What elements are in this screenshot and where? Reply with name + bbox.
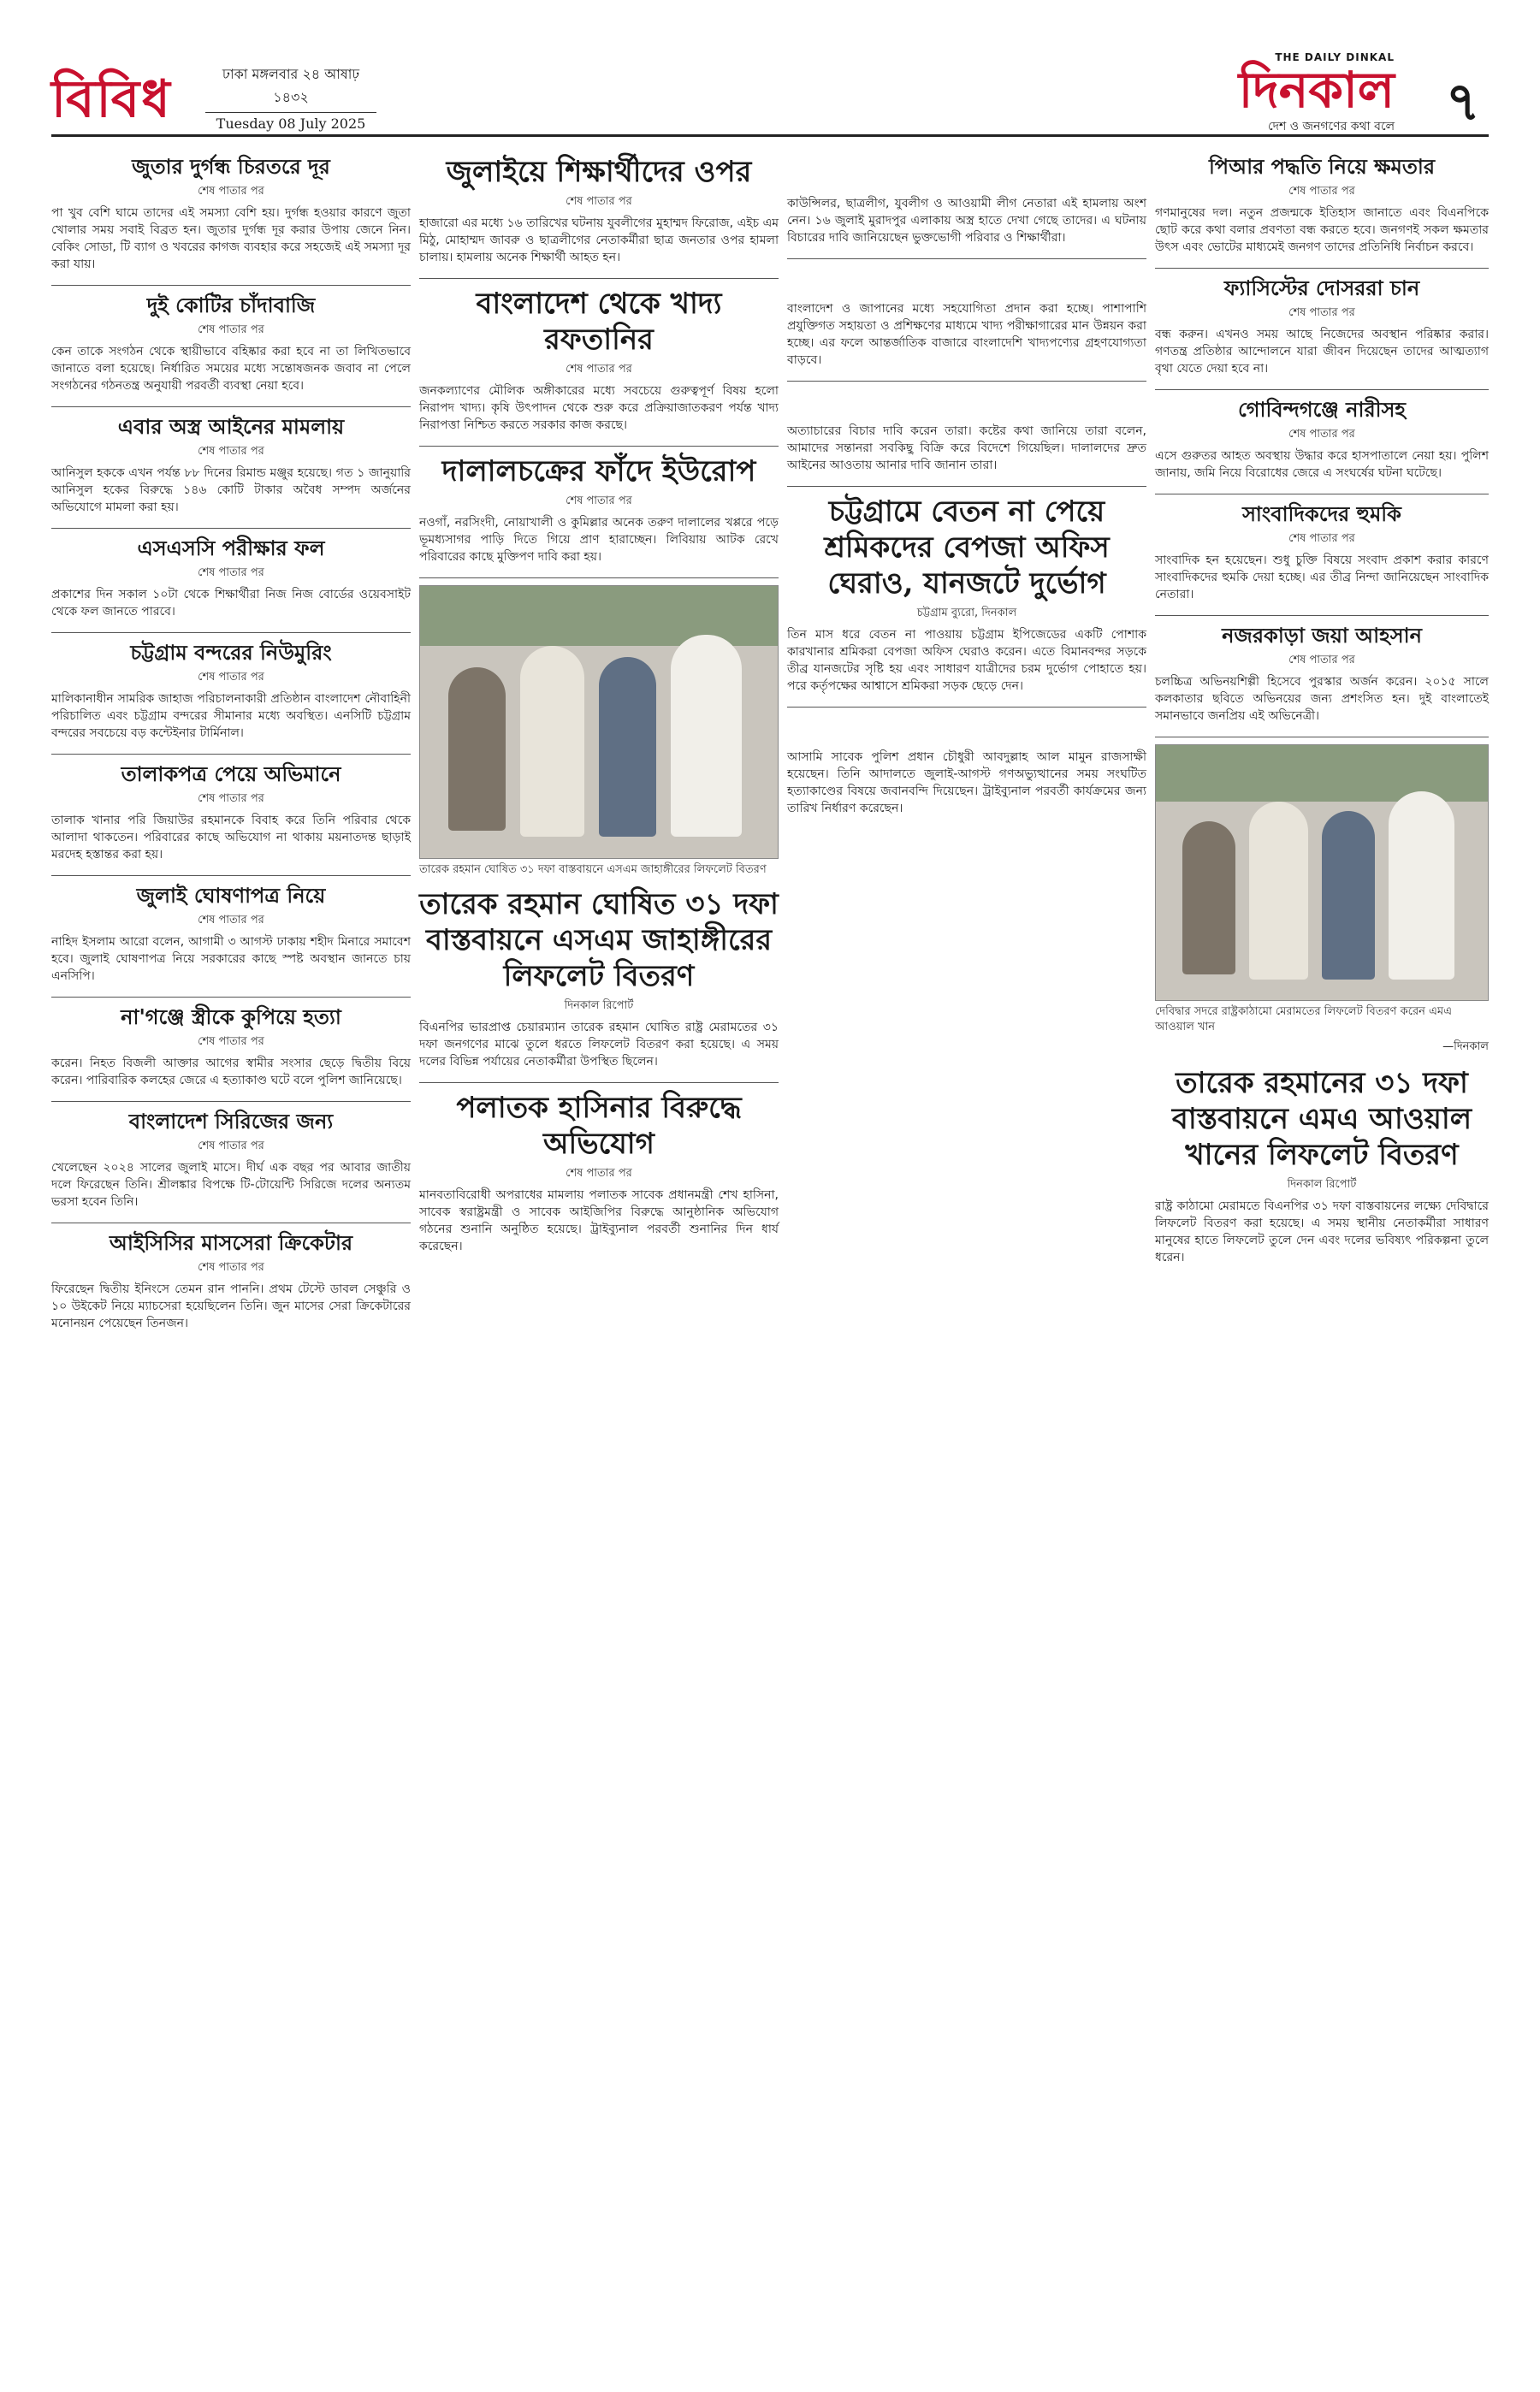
byline: শেষ পাতার পর	[198, 1035, 264, 1048]
story-body: সাংবাদিক হন হয়েছেন। শুধু চুক্তি বিষয়ে সংবাদ প্রকাশ করার কারণে সাংবাদিকদের হুমকি দেয়া হচ্ছে। এর তীব্র নিন্দা জানিয়েছেন সাংবাদিক নেতারা।	[1155, 554, 1489, 601]
story	[51, 883, 411, 985]
divider	[51, 528, 411, 529]
byline: শেষ পাতার পর	[566, 363, 632, 376]
headline: ফ্যাসিস্টের দোসররা চান	[1223, 275, 1420, 300]
byline: দিনকাল রিপোর্ট	[564, 999, 634, 1012]
headline: এসএসসি পরীক্ষার ফল	[137, 536, 325, 560]
story-body: আসামি সাবেক পুলিশ প্রধান চৌধুরী আবদুল্লাহ আল মামুন রাজসাক্ষী হয়েছেন। তিনি আদালতে জুলাই-আগস্ট গণঅভ্যুত্থানের সময় সংঘটিত হত্যাকাণ্ডের বিষয়ে জবানবন্দি দিয়েছেন। ট্রাইব্যুনাল পরবর্তী কার্যক্রমের জন্য তারিখ নির্ধারণ করেছেন।	[787, 750, 1146, 815]
story	[51, 154, 411, 273]
column-1	[51, 154, 411, 1344]
date-bangla: ঢাকা মঙ্গলবার ২৪ আষাঢ় ১৪৩২	[205, 63, 376, 113]
brand-logo	[1239, 51, 1395, 137]
story	[1155, 154, 1489, 256]
divider	[1155, 268, 1489, 269]
story	[51, 1109, 411, 1211]
byline: শেষ পাতার পর	[198, 914, 264, 927]
story-body: বন্ধ করুন। এখনও সময় আছে নিজেদের অবস্থান পরিষ্কার করার। গণতন্ত্র প্রতিষ্ঠার আন্দোলনে যারা জীবন দিয়েছেন তাদের আত্মত্যাগ বৃথা যেতে দেয়া হবে না।	[1155, 328, 1489, 376]
story	[787, 494, 1146, 695]
byline: শেষ পাতার পর	[1288, 654, 1355, 666]
story-body: তালাক খানার পরি জিয়াউর রহমানকে বিবাহ করে তিনি পরিবার থেকে আলাদা থাকতেন। পরিবারের কাছে অভিযোগ না থাকায় ময়নাতদন্ত ছাড়াই মরদেহ হস্তান্তর করা হয়।	[51, 814, 411, 861]
headline: তারেক রহমানের ৩১ দফা বাস্তবায়নে এমএ আওয়াল খানের লিফলেট বিতরণ	[1171, 1066, 1472, 1172]
byline: দিনকাল রিপোর্ট	[1287, 1178, 1357, 1191]
headline: জুলাইয়ে শিক্ষার্থীদের ওপর	[446, 155, 752, 189]
story-body: চলচ্চিত্র অভিনয়শিল্পী হিসেবে পুরস্কার অর্জন করেন। ২০১৫ সালে কলকাতার ছবিতে অভিনয়ের জন্য প্রশংসিত হন। দুই বাংলাতেই সমানভাবে জনপ্রিয় এই অভিনেত্রী।	[1155, 675, 1489, 723]
divider	[51, 754, 411, 755]
news-photo	[1155, 744, 1489, 1001]
divider	[51, 406, 411, 407]
story-body: করেন। নিহত বিজলী আক্তার আগের স্বামীর সংসার ছেড়ে দ্বিতীয় বিয়ে করেন। পারিবারিক কলহের জেরে এ হত্যাকাণ্ড ঘটে বলে পুলিশ জানিয়েছে।	[51, 1057, 411, 1087]
story	[419, 886, 779, 1070]
divider	[419, 446, 779, 447]
headline: তারেক রহমান ঘোষিত ৩১ দফা বাস্তবায়নে এসএম জাহাঙ্গীরের লিফলেট বিতরণ	[419, 887, 779, 993]
divider	[419, 577, 779, 578]
story	[51, 640, 411, 742]
story-body: রাষ্ট্র কাঠামো মেরামতে বিএনপির ৩১ দফা বাস্তবায়নের লক্ষ্যে দেবিদ্বারে লিফলেট বিতরণ করা হয়েছে। এ সময় স্থানীয় নেতাকর্মীরা সাধারণ মানুষের হাতে লিফলেট তুলে দেন এবং দলের ভবিষ্যৎ পরিকল্পনা তুলে ধরেন।	[1155, 1199, 1489, 1264]
story-body: পা খুব বেশি ঘামে তাদের এই সমস্যা বেশি হয়। দুর্গন্ধ হওয়ার কারণে জুতা খোলার সময় সবাই বিব্রত হন। জুতার দুর্গন্ধ দূর করার উপায় জেনে নিন। বেকিং সোডা, টি ব্যাগ ও খবরের কাগজ ব্যবহার করে সহজেই এই সমস্যা দূর করা যায়।	[51, 206, 411, 271]
divider	[787, 381, 1146, 382]
story	[1155, 501, 1489, 603]
column-3	[787, 154, 1146, 829]
news-photo	[419, 585, 779, 859]
story	[1155, 623, 1489, 725]
divider	[51, 285, 411, 286]
byline: শেষ পাতার পর	[566, 195, 632, 208]
story	[1155, 275, 1489, 377]
column-2	[419, 154, 779, 1267]
divider	[787, 486, 1146, 487]
brand-slogan: দেশ ও জনগণের কথা বলে	[1267, 120, 1395, 133]
brand-name: দিনকাল	[1238, 61, 1395, 119]
headline: বাংলাদেশ সিরিজের জন্য	[128, 1109, 334, 1134]
story-body: জনকল্যাণের মৌলিক অঙ্গীকারের মধ্যে সবচেয়ে গুরুত্বপূর্ণ বিষয় হলো নিরাপদ খাদ্য। কৃষি উৎপাদন থেকে শুরু করে প্রক্রিয়াজাতকরণ পর্যন্ত খাদ্য নিরাপত্তা নিশ্চিত করতে সরকার কাজ করছে।	[419, 384, 779, 432]
headline: তালাকপত্র পেয়ে অভিমানে	[121, 761, 341, 786]
story-body: কাউন্সিলর, ছাত্রলীগ, যুবলীগ ও আওয়ামী লীগ নেতারা এই হামলায় অংশ নেন। ১৬ জুলাই মুরাদপুর এলাকায় অস্ত্র হাতে দেখা গেছে তাদের। এ ঘটনায় বিচারের দাবি জানিয়েছেন ভুক্তভোগী পরিবার ও শিক্ষার্থীরা।	[787, 197, 1146, 245]
headline: দুই কোটির চাঁদাবাজি	[146, 293, 316, 317]
divider	[51, 1101, 411, 1102]
divider	[419, 278, 779, 279]
story-body: বিএনপির ভারপ্রাপ্ত চেয়ারম্যান তারেক রহমান ঘোষিত রাষ্ট্র মেরামতের ৩১ দফা জনগণের মাঝে তুলে ধরতে লিফলেট বিতরণ করা হয়েছে। এ সময় দলের বিভিন্ন পর্যায়ের নেতাকর্মীরা উপস্থিত ছিলেন।	[419, 1021, 779, 1069]
story	[787, 300, 1146, 369]
byline: শেষ পাতার পর	[1288, 532, 1355, 545]
story-body: বাংলাদেশ ও জাপানের মধ্যে সহযোগিতা প্রদান করা হচ্ছে। পাশাপাশি প্রযুক্তিগত সহায়তা ও প্রশিক্ষণের মাধ্যমে খাদ্য পরীক্ষাগারের মান উন্নয়ন করা হচ্ছে। এর ফলে আন্তর্জাতিক বাজারে বাংলাদেশি খাদ্যপণ্যের গ্রহণযোগ্যতা বাড়বে।	[787, 302, 1146, 367]
headline: নজরকাড়া জয়া আহসান	[1222, 623, 1422, 648]
story	[419, 1090, 779, 1255]
byline: শেষ পাতার পর	[198, 792, 264, 805]
headline: না'গঞ্জে স্ত্রীকে কুপিয়ে হত্যা	[121, 1004, 341, 1029]
story	[419, 286, 779, 434]
byline: চট্টগ্রাম ব্যুরো, দিনকাল	[916, 607, 1017, 619]
byline: শেষ পাতার পর	[566, 494, 632, 507]
story-body: কেন তাকে সংগঠন থেকে স্থায়ীভাবে বহিষ্কার করা হবে না তা লিখিতভাবে জানাতে বলা হয়েছে। নির্ধারিত সময়ের মধ্যে সন্তোষজনক জবাব না পেলে সংগঠনের গঠনতন্ত্র অনুযায়ী পরবর্তী ব্যবস্থা নেয়া হবে।	[51, 345, 411, 393]
story-body: আনিসুল হককে এখন পর্যন্ত ৮৮ দিনের রিমান্ড মঞ্জুর হয়েছে। গত ১ জানুয়ারি আনিসুল হকের বিরুদ্ধে ১৪৬ কোটি টাকার অবৈধ সম্পদ অর্জনের অভিযোগে মামলা করা হয়।	[51, 466, 411, 514]
byline: শেষ পাতার পর	[198, 323, 264, 336]
headline: চট্টগ্রাম বন্দরের নিউমুরিং	[130, 640, 332, 665]
story	[1155, 397, 1489, 482]
story	[419, 154, 779, 266]
byline: শেষ পাতার পর	[198, 445, 264, 458]
headline: গোবিন্দগঞ্জে নারীসহ	[1238, 397, 1406, 422]
story-body: নাহিদ ইসলাম আরো বলেন, আগামী ৩ আগস্ট ঢাকায় শহীদ মিনারে সমাবেশ হবে। জুলাই ঘোষণাপত্র নিয়ে সরকারের কাছে স্পষ্ট অবস্থান জানতে চায় এনসিপি।	[51, 935, 411, 983]
byline: শেষ পাতার পর	[198, 185, 264, 198]
masthead	[51, 51, 1489, 137]
story-body: মানবতাবিরোধী অপরাধের মামলায় পলাতক সাবেক প্রধানমন্ত্রী শেখ হাসিনা, সাবেক স্বরাষ্ট্রমন্ত্রী ও সাবেক আইজিপির বিরুদ্ধে আনুষ্ঠানিক অভিযোগ গঠনের শুনানি অনুষ্ঠিত হয়েছে। ট্রাইব্যুনাল পরবর্তী শুনানির দিন ধার্য করেছেন।	[419, 1188, 779, 1253]
story	[1155, 1065, 1489, 1266]
byline: শেষ পাতার পর	[198, 1261, 264, 1274]
date-block	[205, 63, 376, 132]
story	[51, 536, 411, 620]
story	[787, 749, 1146, 817]
photo-caption: দেবিদ্বার সদরে রাষ্ট্রকাঠামো মেরামতের লিফলেট বিতরণ করেন এমএ আওয়াল খান	[1155, 1005, 1453, 1033]
story	[419, 453, 779, 565]
section-title: বিবিধ	[51, 69, 172, 129]
brand-tagline: THE DAILY DINKAL	[1275, 51, 1395, 63]
story	[787, 423, 1146, 474]
photo-caption: তারেক রহমান ঘোষিত ৩১ দফা বাস্তবায়নে এসএম জাহাঙ্গীরের লিফলেট বিতরণ	[419, 863, 767, 876]
divider	[51, 632, 411, 633]
headline: জুতার দুর্গন্ধ চিরতরে দূর	[132, 154, 330, 179]
divider	[1155, 389, 1489, 390]
story	[51, 1230, 411, 1332]
story-body: তিন মাস ধরে বেতন না পাওয়ায় চট্টগ্রাম ইপিজেডের একটি পোশাক কারখানার শ্রমিকরা বেপজা অফিস ঘেরাও করেন। এতে বিমানবন্দর সড়কে তীব্র যানজটের সৃষ্টি হয় এবং সাধারণ যাত্রীদের চরম দুর্ভোগ পোহাতে হয়। পরে কর্তৃপক্ষের আশ্বাসে শ্রমিকরা সড়ক ছেড়ে দেন।	[787, 628, 1146, 693]
byline: শেষ পাতার পর	[1288, 428, 1355, 441]
story-body: এসে গুরুতর আহত অবস্থায় উদ্ধার করে হাসপাতালে নেয়া হয়। পুলিশ জানায়, জমি নিয়ে বিরোধের জেরে এ সংঘর্ষের ঘটনা ঘটেছে।	[1155, 449, 1489, 480]
byline: শেষ পাতার পর	[1288, 185, 1355, 198]
headline: বাংলাদেশ থেকে খাদ্য রফতানির	[476, 287, 722, 357]
headline: পিআর পদ্ধতি নিয়ে ক্ষমতার	[1208, 154, 1436, 179]
byline: শেষ পাতার পর	[1288, 306, 1355, 319]
divider	[419, 1082, 779, 1083]
date-english: Tuesday 08 July 2025	[216, 115, 366, 132]
story-body: ফিরেছেন দ্বিতীয় ইনিংসে তেমন রান পাননি। প্রথম টেস্টে ডাবল সেঞ্চুরি ও ১০ উইকেট নিয়ে ম্যাচসেরা হয়েছিলেন তিনি। জুন মাসের সেরা ক্রিকেটারের মনোনয়ন পেয়েছেন তিনজন।	[51, 1282, 411, 1330]
photo-credit: —দিনকাল	[1442, 1040, 1489, 1053]
column-4	[1155, 154, 1489, 1278]
story-body: গণমানুষের দল। নতুন প্রজন্মকে ইতিহাস জানাতে এবং বিএনপিকে ছোট করে কথা বলার প্রবণতা বন্ধ করতে হবে। জনগণই সকল ক্ষমতার উৎস এবং ভোটের মাধ্যমেই জনগণ তাদের প্রতিনিধি নির্বাচন করবে।	[1155, 206, 1489, 254]
story-body: নওগাঁ, নরসিংদী, নোয়াখালী ও কুমিল্লার অনেক তরুণ দালালের খপ্পরে পড়ে ভূমধ্যসাগর পাড়ি দিতে গিয়ে প্রাণ হারাচ্ছেন। লিবিয়ায় আটক রেখে পরিবারের কাছে মুক্তিপণ দাবি করা হয়।	[419, 516, 779, 564]
story-body: হাজারো এর মধ্যে ১৬ তারিখের ঘটনায় যুবলীগের মুহাম্মদ ফিরোজ, এইচ এম মিঠু, মোহাম্মদ জাবরু ও ছাত্রলীগের নেতাকর্মীরা ছাত্র জনতার ওপর হামলা চালায়। হামলায় অনেক শিক্ষার্থী আহত হন।	[419, 216, 779, 264]
story-body: খেলেছেন ২০২৪ সালের জুলাই মাসে। দীর্ঘ এক বছর পর আবার জাতীয় দলে ফিরেছেন তিনি। শ্রীলঙ্কার বিপক্ষে টি-টোয়েন্টি সিরিজে দলের অন্যতম ভরসা হবেন তিনি।	[51, 1161, 411, 1209]
headline: চট্টগ্রামে বেতন না পেয়ে শ্রমিকদের বেপজা অফিস ঘেরাও, যানজটে দুর্ভোগ	[824, 494, 1110, 601]
divider	[787, 707, 1146, 708]
story-body: মালিকানাধীন সামরিক জাহাজ পরিচালনাকারী প্রতিষ্ঠান বাংলাদেশ নৌবাহিনী পরিচালিত এবং চট্টগ্রাম বন্দরের সীমানার মধ্যে অবস্থিত। এনসিটি চট্টগ্রাম বন্দরের সবচেয়ে বড় কন্টেইনার টার্মিনাল।	[51, 692, 411, 740]
divider	[1155, 615, 1489, 616]
divider	[787, 258, 1146, 259]
headline: এবার অস্ত্র আইনের মামলায়	[117, 414, 345, 439]
divider	[51, 875, 411, 876]
story-body: অত্যাচারের বিচার দাবি করেন তারা। কষ্টের কথা জানিয়ে তারা বলেন, আমাদের সন্তানরা সবকিছু বিক্রি করে বিদেশে গিয়েছিল। দালালদের দ্রুত আইনের আওতায় আনার দাবি জানান তারা।	[787, 424, 1146, 472]
headline: আইসিসির মাসসেরা ক্রিকেটার	[109, 1230, 353, 1255]
headline: পলাতক হাসিনার বিরুদ্ধে অভিযোগ	[456, 1091, 742, 1161]
story	[787, 195, 1146, 246]
headline: দালালচক্রের ফাঁদে ইউরোপ	[441, 454, 756, 488]
byline: শেষ পাতার পর	[566, 1167, 632, 1180]
page-number: ৭	[1445, 70, 1480, 133]
divider	[51, 997, 411, 998]
story	[51, 1004, 411, 1089]
story-body: প্রকাশের দিন সকাল ১০টা থেকে শিক্ষার্থীরা নিজ নিজ বোর্ডের ওয়েবসাইট থেকে ফল জানতে পারবে।	[51, 588, 411, 619]
byline: শেষ পাতার পর	[198, 671, 264, 684]
story	[51, 761, 411, 863]
story	[51, 293, 411, 394]
byline: শেষ পাতার পর	[198, 566, 264, 579]
story	[51, 414, 411, 516]
headline: জুলাই ঘোষণাপত্র নিয়ে	[136, 883, 326, 908]
byline: শেষ পাতার পর	[198, 1140, 264, 1152]
headline: সাংবাদিকদের হুমকি	[1242, 501, 1401, 526]
